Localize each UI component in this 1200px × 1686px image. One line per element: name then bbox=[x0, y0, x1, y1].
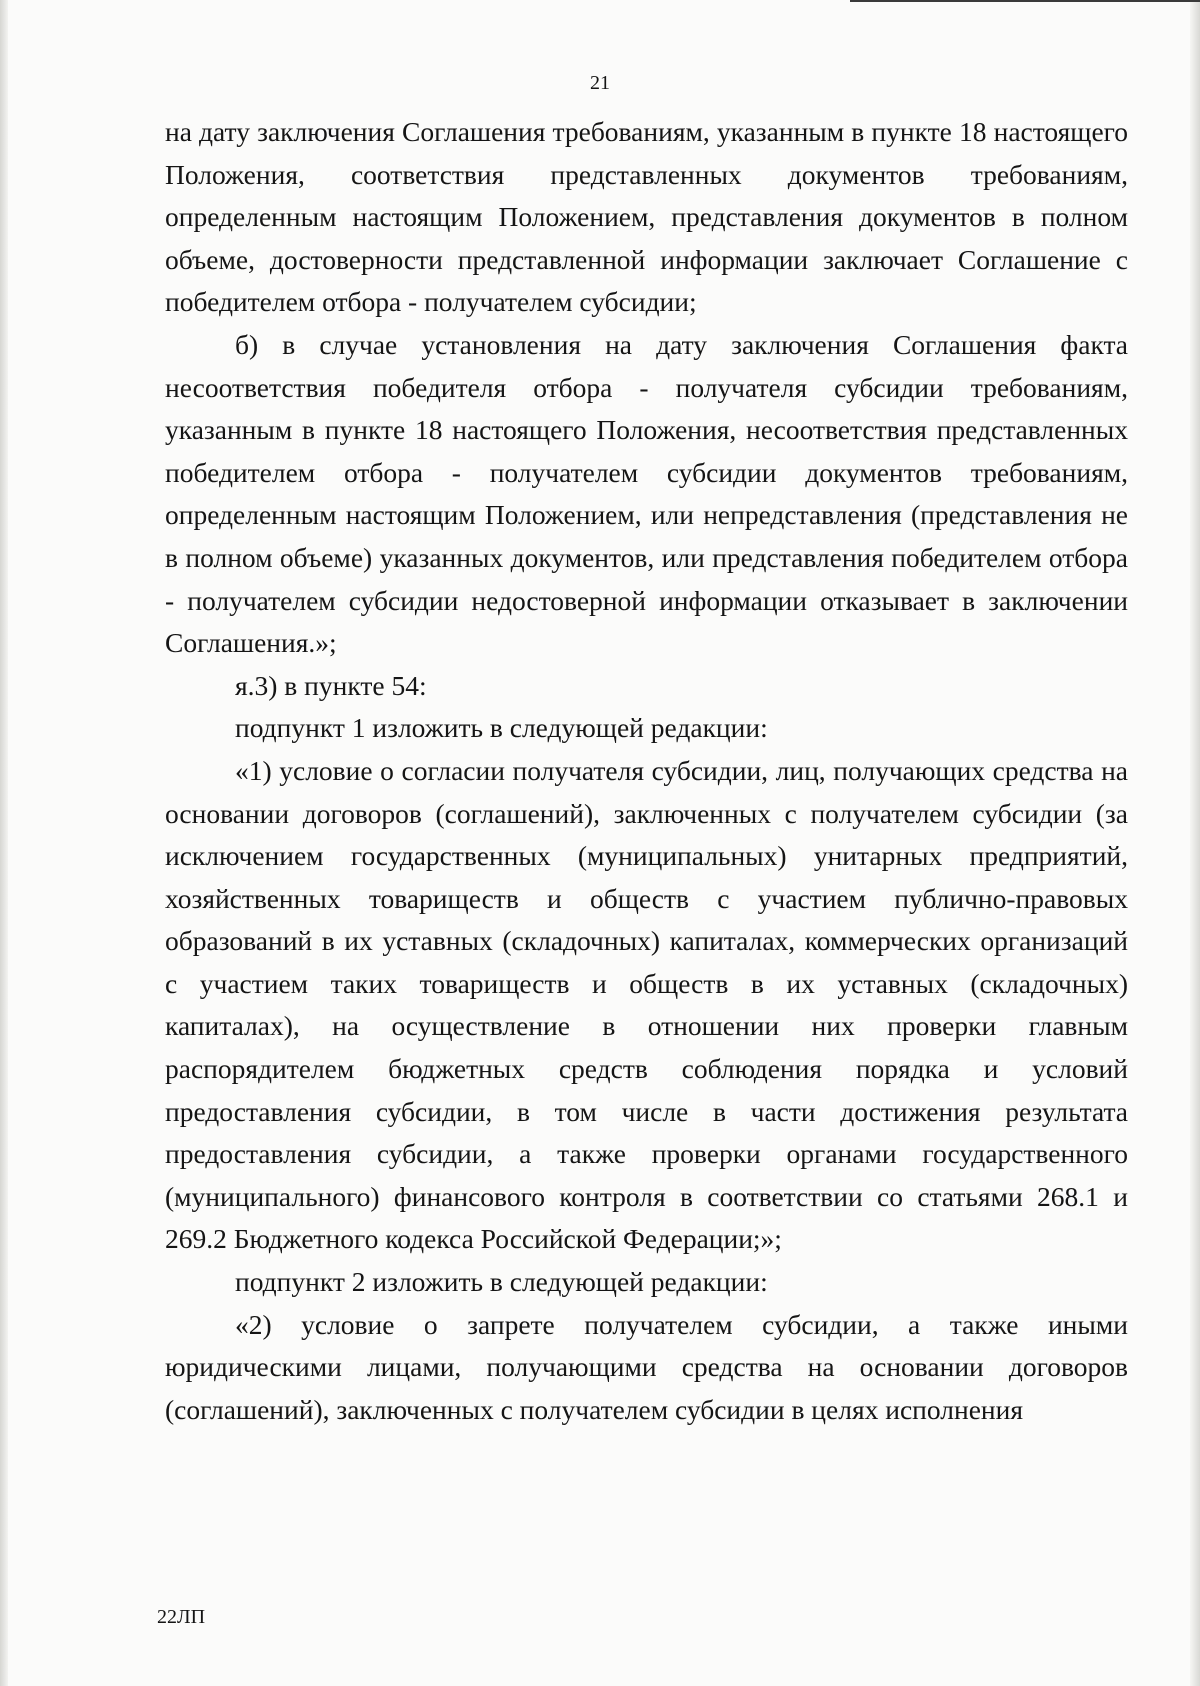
scan-edge-left bbox=[0, 0, 8, 1686]
top-rule bbox=[850, 0, 1200, 2]
scan-edge-right bbox=[1190, 0, 1200, 1686]
body-text bbox=[165, 111, 1128, 1431]
paragraph-continuation: на дату заключения Соглашения требованиям, указанным в пункте 18 настоящего Положения, соответствия представленных документов требованиям, определенным настоящим Положением, представления документов в полном объеме, достоверности представленной информации заключает Соглашение с победителем отбора - получателем субсидии; bbox=[165, 116, 1128, 318]
paragraph-item-b: б) в случае установления на дату заключения Соглашения факта несоответствия победителя отбора - получателя субсидии требованиям, указанным в пункте 18 настоящего Положения, несоответствия представленных победителем отбора - получателем субсидии документов требованиям, определенным настоящим Положением, или непредставления (представления не в полном объеме) указанных документов, или представления победителем отбора - получателем субсидии недостоверной информации отказывает в заключении Соглашения.»; bbox=[165, 328, 1128, 659]
paragraph-subitem-2-text: «2) условие о запрете получателем субсидии, а также иными юридическими лицами, получающими средства на основании договоров (соглашений), заключенных с получателем субсидии в целях исполнения bbox=[165, 1308, 1128, 1425]
paragraph-subitem-1-text: «1) условие о согласии получателя субсидии, лиц, получающих средства на основании договоров (соглашений), заключенных с получателем субсидии (за исключением государственных (муниципальных) унитарных предприятий, хозяйственных товариществ и обществ с участием публично-правовых образований в их уставных (складочных) капиталах, коммерческих организаций с участием таких товариществ и обществ в их уставных (складочных) капиталах), на осуществление в отношении них проверки главным распорядителем бюджетных средств соблюдения порядка и условий предоставления субсидии, в том числе в части достижения результата предоставления субсидии, а также проверки органами государственного (муниципального) финансового контроля в соответствии со статьями 268.1 и 269.2 Бюджетного кодекса Российской Федерации;»; bbox=[165, 754, 1128, 1255]
paragraph-subitem-1-intro: подпункт 1 изложить в следующей редакции: bbox=[235, 712, 768, 744]
paragraph-subitem-2-intro: подпункт 2 изложить в следующей редакции: bbox=[235, 1266, 768, 1298]
footer-code: 22ЛП bbox=[157, 1606, 206, 1628]
page-number: 21 bbox=[590, 72, 610, 94]
paragraph-item-ya3: я.3) в пункте 54: bbox=[235, 669, 427, 701]
